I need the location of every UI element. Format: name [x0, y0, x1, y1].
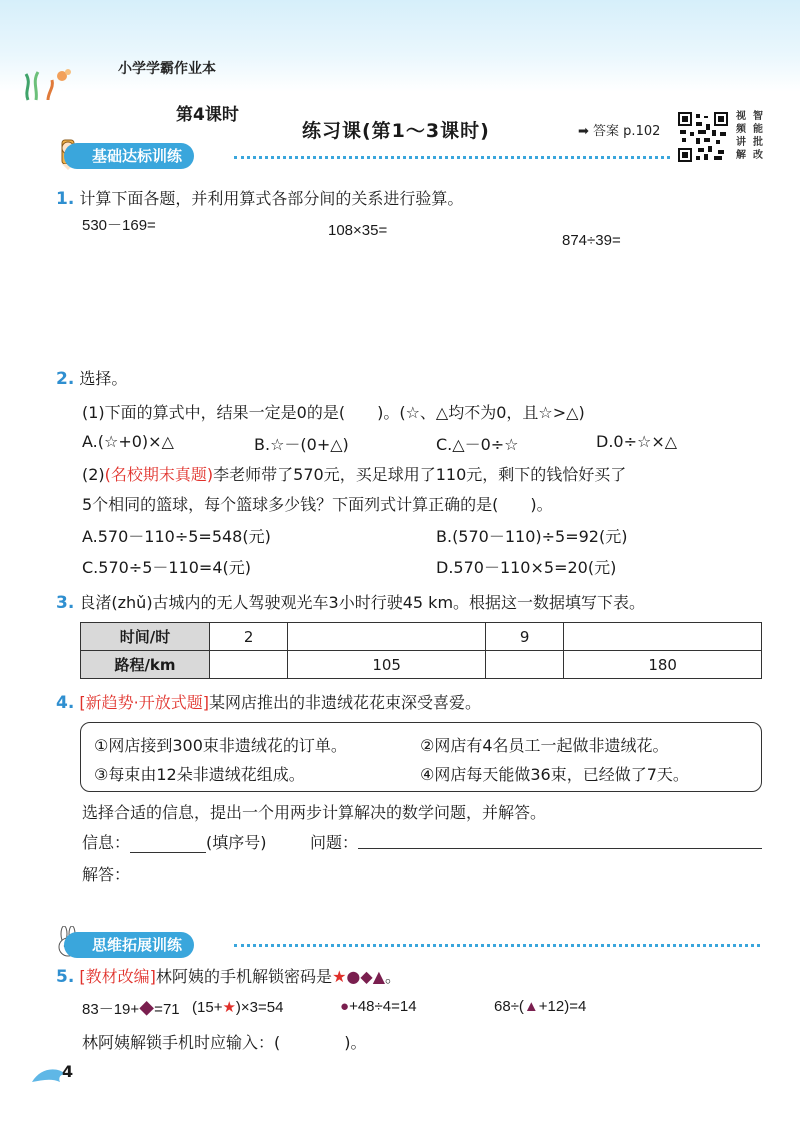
table-header-distance: 路程/km — [81, 651, 210, 679]
dotted-divider — [234, 156, 670, 159]
table-cell[interactable]: 2 — [210, 623, 288, 651]
source-tag: (名校期末真题) — [104, 465, 214, 484]
instruction: 选择合适的信息，提出一个用两步计算解决的数学问题，并解答。 — [82, 803, 547, 822]
table-cell[interactable] — [564, 623, 762, 651]
info-item-3: ③每束由12朵非遗绒花组成。 — [94, 765, 305, 784]
option-b-2[interactable]: B.(570－110)÷5=92(元) — [436, 527, 628, 546]
table-row — [81, 651, 762, 679]
info-item-1: ①网店接到300束非遗绒花的订单。 — [94, 736, 347, 755]
info-item-2: ②网店有4名员工一起做非遗绒花。 — [420, 736, 669, 755]
question-4: 4. [新趋势·开放式题]某网店推出的非遗绒花花束深受喜爱。 — [56, 693, 481, 713]
option-c-2[interactable]: C.570÷5－110=4(元) — [82, 558, 251, 577]
qr-code-icon[interactable] — [678, 112, 728, 162]
qr-caption: 视 智 频 能 讲 批 解 改 — [736, 111, 763, 161]
arrow-right-icon: ➡ — [578, 124, 589, 139]
info-answer-row: 信息： (填序号) — [82, 833, 267, 852]
answer-label: 解答： — [82, 865, 131, 884]
table-cell[interactable]: 180 — [564, 651, 762, 679]
table-cell[interactable] — [288, 623, 486, 651]
table-header-time: 时间/时 — [81, 623, 210, 651]
question-blank[interactable] — [358, 830, 762, 849]
question-2-part-2: (2)(名校期末真题)李老师带了570元，买足球用了110元，剩下的钱恰好买了 — [82, 465, 627, 484]
table-row — [81, 623, 762, 651]
expression-1: 530－169= — [82, 217, 156, 234]
lesson-number: 第4课时 — [176, 105, 239, 125]
question-2-part-2-cont: 5个相同的篮球，每个篮球多少钱？下面列式计算正确的是( )。 — [82, 495, 553, 514]
header-band — [0, 0, 800, 92]
equation-2: (15+★)×3=54 — [192, 999, 284, 1016]
section-banner-basic: 基础达标训练 — [64, 143, 194, 169]
data-table — [80, 622, 762, 679]
dotted-divider — [234, 944, 760, 947]
equation-1: 83－19+◆=71 — [82, 1001, 180, 1018]
table-cell[interactable] — [210, 651, 288, 679]
option-a-2[interactable]: A.570－110÷5=548(元) — [82, 527, 271, 546]
question-2: 2. 选择。 — [56, 369, 128, 389]
page-title: 练习课(第1～3课时) — [302, 120, 490, 142]
option-a[interactable]: A.(☆+0)×△ — [82, 432, 174, 451]
expression-3: 874÷39= — [562, 232, 621, 249]
question-3: 3. 良渚(zhǔ)古城内的无人驾驶观光车3小时行驶45 km。根据这一数据填写下表。 — [56, 593, 646, 613]
info-item-4: ④网店每天能做36束，已经做了7天。 — [420, 765, 689, 784]
equation-4: 68÷(▲+12)=4 — [494, 998, 587, 1015]
source-tag: [教材改编] — [79, 967, 156, 986]
table-cell[interactable]: 9 — [485, 623, 563, 651]
equation-3: ●+48÷4=14 — [340, 998, 417, 1015]
table-cell[interactable]: 105 — [288, 651, 486, 679]
table-cell[interactable] — [485, 651, 563, 679]
option-b[interactable]: B.☆－(0+△) — [254, 435, 349, 454]
source-tag: [新趋势·开放式题] — [79, 693, 209, 712]
section-banner-extension: 思维拓展训练 — [64, 932, 194, 958]
expression-2: 108×35= — [328, 222, 388, 239]
info-blank[interactable] — [130, 834, 206, 853]
answer-reference: ➡ 答案 p.102 — [578, 124, 661, 139]
page-number: 4 — [62, 1062, 74, 1081]
option-d[interactable]: D.0÷☆×△ — [596, 432, 678, 451]
seaweed-icon — [18, 62, 78, 102]
series-title: 小学学霸作业本 — [118, 61, 216, 77]
question-2-part-1: (1)下面的算式中，结果一定是0的是( )。(☆、△均不为0，且☆>△) — [82, 403, 585, 422]
question-1-text: 计算下面各题，并利用算式各部分间的关系进行验算。 — [79, 189, 464, 208]
question-5: 5. [教材改编]林阿姨的手机解锁密码是★●◆▲。 — [56, 967, 402, 987]
answer-line: 林阿姨解锁手机时应输入：( )。 — [82, 1033, 367, 1052]
question-1: 1. 计算下面各题，并利用算式各部分间的关系进行验算。 — [56, 189, 464, 209]
option-c[interactable]: C.△－0÷☆ — [436, 435, 519, 454]
question-label: 问题： — [310, 833, 359, 852]
option-d-2[interactable]: D.570－110×5=20(元) — [436, 558, 617, 577]
